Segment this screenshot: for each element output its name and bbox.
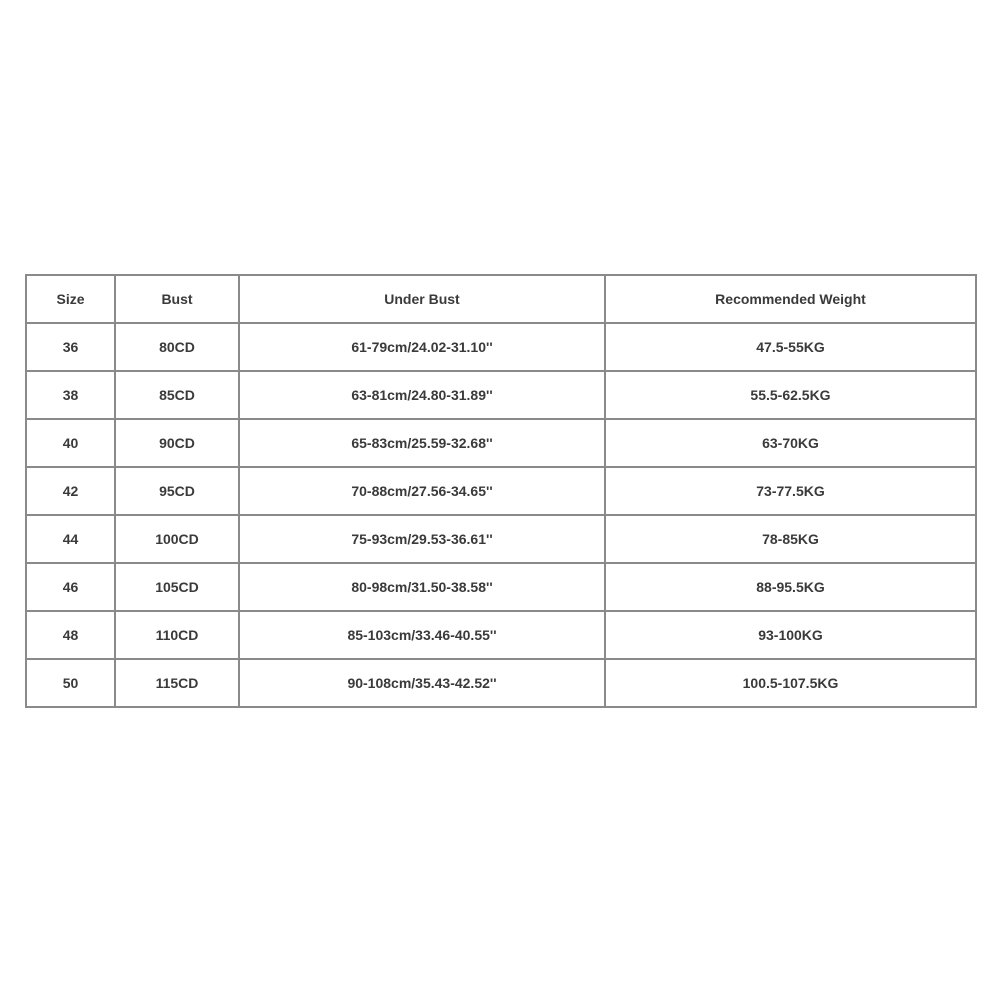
size-chart-table [25, 274, 977, 708]
cell-weight: 93-100KG [605, 611, 976, 659]
cell-size: 44 [26, 515, 115, 563]
table-row [26, 515, 976, 563]
cell-under-bust: 65-83cm/25.59-32.68'' [239, 419, 605, 467]
cell-weight: 73-77.5KG [605, 467, 976, 515]
cell-weight: 88-95.5KG [605, 563, 976, 611]
cell-bust: 85CD [115, 371, 239, 419]
table-row [26, 467, 976, 515]
cell-size: 46 [26, 563, 115, 611]
cell-under-bust: 85-103cm/33.46-40.55'' [239, 611, 605, 659]
cell-under-bust: 63-81cm/24.80-31.89'' [239, 371, 605, 419]
table-row [26, 371, 976, 419]
cell-weight: 63-70KG [605, 419, 976, 467]
cell-weight: 78-85KG [605, 515, 976, 563]
cell-weight: 55.5-62.5KG [605, 371, 976, 419]
cell-under-bust: 75-93cm/29.53-36.61'' [239, 515, 605, 563]
header-size: Size [26, 275, 115, 323]
cell-weight: 100.5-107.5KG [605, 659, 976, 707]
cell-weight: 47.5-55KG [605, 323, 976, 371]
cell-bust: 95CD [115, 467, 239, 515]
cell-bust: 80CD [115, 323, 239, 371]
cell-size: 36 [26, 323, 115, 371]
cell-under-bust: 90-108cm/35.43-42.52'' [239, 659, 605, 707]
cell-bust: 115CD [115, 659, 239, 707]
cell-bust: 90CD [115, 419, 239, 467]
cell-under-bust: 61-79cm/24.02-31.10'' [239, 323, 605, 371]
cell-under-bust: 80-98cm/31.50-38.58'' [239, 563, 605, 611]
header-under-bust: Under Bust [239, 275, 605, 323]
table-row [26, 611, 976, 659]
cell-size: 48 [26, 611, 115, 659]
cell-size: 50 [26, 659, 115, 707]
cell-bust: 110CD [115, 611, 239, 659]
header-recommended-weight: Recommended Weight [605, 275, 976, 323]
cell-size: 40 [26, 419, 115, 467]
cell-size: 38 [26, 371, 115, 419]
header-bust: Bust [115, 275, 239, 323]
table-row [26, 563, 976, 611]
cell-under-bust: 70-88cm/27.56-34.65'' [239, 467, 605, 515]
table-row [26, 419, 976, 467]
cell-bust: 100CD [115, 515, 239, 563]
table-row [26, 659, 976, 707]
cell-size: 42 [26, 467, 115, 515]
table-row [26, 323, 976, 371]
table-header-row [26, 275, 976, 323]
cell-bust: 105CD [115, 563, 239, 611]
